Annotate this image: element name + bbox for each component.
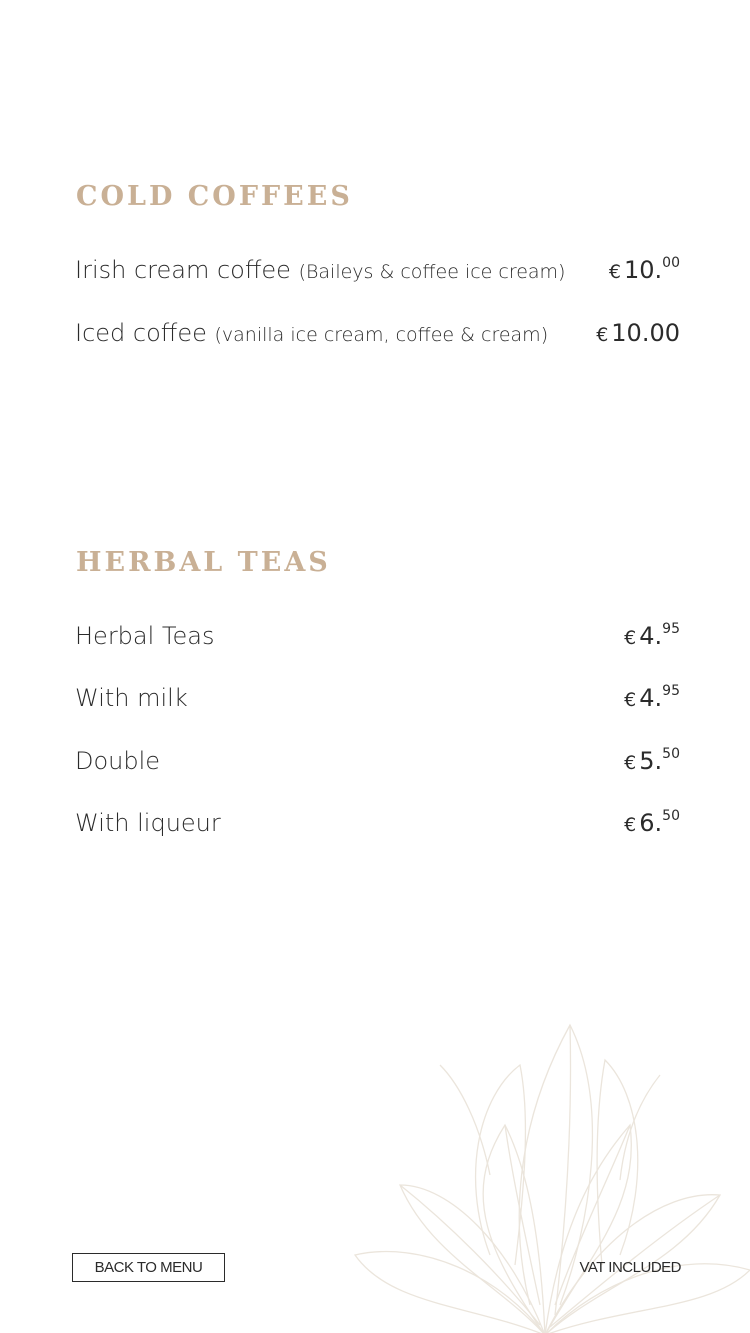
price-main: 6. [639, 809, 663, 837]
currency-symbol: € [624, 752, 637, 774]
item-name-text: Irish cream coffee [75, 256, 291, 284]
menu-item [75, 256, 680, 296]
item-price [624, 622, 680, 650]
menu-item [75, 622, 680, 662]
item-name-text: Iced coffee [75, 319, 207, 347]
price-cents: 50 [662, 746, 680, 762]
item-name: Herbal Teas [75, 622, 215, 650]
price-main: 10. [624, 256, 663, 284]
item-name: Double [75, 747, 161, 775]
price-main: 10.00 [611, 319, 680, 347]
item-name: With liqueur [75, 809, 221, 837]
price-cents: 95 [662, 621, 680, 637]
menu-item [75, 809, 680, 849]
section-title-cold-coffees: COLD COFFEES [76, 181, 353, 212]
lotus-flower-icon [340, 1005, 750, 1333]
item-name: With milk [75, 684, 188, 712]
item-name [75, 256, 565, 284]
item-description: (vanilla ice cream, coffee & cream) [214, 324, 549, 346]
price-main: 4. [639, 622, 663, 650]
item-price [609, 256, 680, 284]
item-name [75, 319, 548, 347]
price-main: 4. [639, 684, 663, 712]
price-main: 5. [639, 747, 663, 775]
item-description: (Baileys & coffee ice cream) [298, 261, 566, 283]
currency-symbol: € [596, 324, 609, 346]
back-to-menu-button[interactable]: BACK TO MENU [72, 1253, 225, 1282]
section-title-herbal-teas: HERBAL TEAS [76, 547, 331, 578]
menu-item [75, 319, 680, 359]
currency-symbol: € [624, 627, 637, 649]
currency-symbol: € [624, 814, 637, 836]
menu-item [75, 684, 680, 724]
menu-item [75, 747, 680, 787]
price-cents: 00 [662, 255, 680, 271]
item-price [624, 747, 680, 775]
price-cents: 95 [662, 683, 680, 699]
currency-symbol: € [608, 261, 621, 283]
item-price [596, 319, 680, 347]
vat-included-note: VAT INCLUDED [579, 1259, 681, 1276]
item-price [624, 684, 680, 712]
price-cents: 50 [662, 808, 680, 824]
item-price [624, 809, 680, 837]
currency-symbol: € [624, 689, 637, 711]
